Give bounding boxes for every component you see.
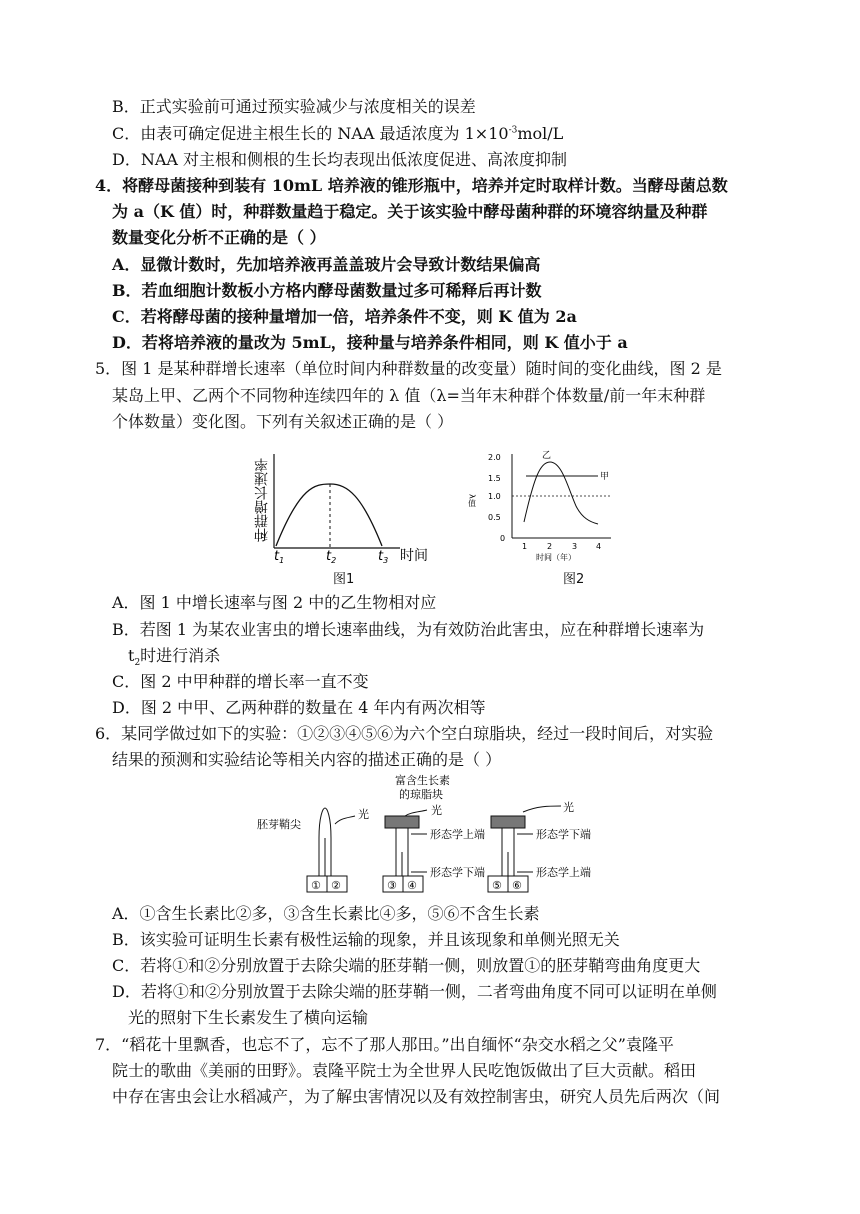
- q5-stem-line-3: 个体数量）变化图。下列有关叙述正确的是（ ）: [112, 412, 454, 431]
- fig2-ytick-1.0: 1.0: [488, 492, 501, 501]
- fig2-xtick-1: 1: [522, 542, 528, 551]
- q4-option-a: A．显微计数时，先加培养液再盖盖玻片会导致计数结果偏高: [112, 255, 541, 274]
- block-label-1: ①: [311, 879, 321, 892]
- q6-option-c: C．若将①和②分别放置于去除尖端的胚芽鞘一侧，则放置①的胚芽鞘弯曲角度更大: [112, 956, 701, 975]
- block-label-5: ⑤: [492, 879, 502, 892]
- fig2-xtick-4: 4: [596, 542, 602, 551]
- fig1-t2-label: $t_2$: [326, 549, 337, 565]
- q4-stem-line-2: 为 a（K 值）时，种群数量趋于稳定。关于该实验中酵母菌种群的环境容纳量及种群: [112, 202, 708, 221]
- figure-1-caption: 图1: [333, 572, 355, 587]
- fig2-ytick-1.5: 1.5: [488, 474, 501, 483]
- label-light-3: 光: [563, 801, 574, 814]
- auxin-experiment-diagram: [255, 772, 615, 898]
- figure-1-growth-rate-curve: [240, 446, 450, 566]
- fig2-label-jia: 甲: [600, 472, 610, 482]
- label-morph-upper-middle: 形态学上端: [430, 828, 485, 841]
- label-auxin-agar-line-2: 的琼脂块: [399, 788, 443, 801]
- fig2-label-yi: 乙: [542, 451, 552, 461]
- q5-stem-line-1: 5．图 1 是某种群增长速率（单位时间内种群数量的改变量）随时间的变化曲线，图 2 是: [95, 359, 722, 378]
- q5-stem-line-2: 某岛上甲、乙两个不同物种连续四年的 λ 值（λ=当年末种群个体数量/前一年末种群: [112, 386, 706, 405]
- q5-option-a: A．图 1 中增长速率与图 2 中的乙生物相对应: [112, 593, 437, 612]
- fig2-ytick-0: 0: [500, 534, 506, 543]
- q5-option-b-line-2: $t_2$时进行消杀: [128, 646, 221, 669]
- fig1-t3-label: $t_3$: [378, 549, 389, 565]
- light-arrow-2: [405, 810, 427, 816]
- q4-option-c: C．若将酵母菌的接种量增加一倍，培养条件不变，则 K 值为 2a: [112, 307, 577, 326]
- auxin-agar-block-middle: [385, 816, 419, 828]
- q6-stem-line-2: 结果的预测和实验结论等相关内容的描述正确的是（ ）: [112, 750, 502, 769]
- light-arrow-1: [335, 816, 355, 824]
- figure-2-caption: 图2: [563, 572, 585, 587]
- label-light-1: 光: [358, 808, 369, 821]
- q3-option-c: C．由表可确定促进主根生长的 NAA 最适浓度为 $1\times 10^{-3}mol/L$: [112, 124, 564, 143]
- label-morph-lower-middle: 形态学下端: [430, 866, 485, 879]
- q6-option-a: A．①含生长素比②多，③含生长素比④多，⑤⑥不含生长素: [112, 904, 540, 923]
- q3-option-b: B．正式实验前可通过预实验减少与浓度相关的误差: [112, 97, 476, 116]
- q4-stem-line-1: 4．将酵母菌接种到装有 10mL 培养液的锥形瓶中，培养并定时取样计数。当酵母菌总数: [95, 176, 728, 195]
- q6-option-b: B．该实验可证明生长素有极性运输的现象，并且该现象和单侧光照无关: [112, 930, 620, 949]
- light-arrow-3: [523, 806, 561, 812]
- fig2-series-yi: [524, 462, 598, 524]
- q7-stem-line-3: 中存在害虫会让水稻减产，为了解虫害情况以及有效控制害虫，研究人员先后两次（间: [112, 1087, 721, 1106]
- label-coleoptile-tip: 胚芽鞘尖: [257, 818, 301, 831]
- block-label-3: ③: [387, 879, 397, 892]
- q7-stem-line-2: 院士的歌曲《美丽的田野》。袁隆平院士为全世界人民吃饱饭做出了巨大贡献。稻田: [112, 1061, 697, 1080]
- fig2-ytick-0.5: 0.5: [488, 513, 501, 522]
- auxin-agar-block-right: [491, 816, 525, 828]
- label-light-2: 光: [431, 804, 442, 817]
- fig2-ytick-2.0: 2.0: [488, 453, 501, 462]
- q4-stem-line-3: 数量变化分析不正确的是（ ）: [112, 228, 326, 247]
- q5-option-b-line-1: B．若图 1 为某农业害虫的增长速率曲线，为有效防治此害虫，应在种群增长速率为: [112, 620, 705, 639]
- fig2-xtick-2: 2: [547, 542, 553, 551]
- fig1-y-label: 种群增长速率: [254, 458, 270, 542]
- q6-option-d-line-1: D．若将①和②分别放置于去除尖端的胚芽鞘一侧，二者弯曲角度不同可以证明在单侧: [112, 982, 717, 1001]
- q4-option-b: B．若血细胞计数板小方格内酵母菌数量过多可稀释后再计数: [112, 281, 542, 300]
- fig2-y-label: λ值: [467, 494, 477, 507]
- q4-option-d: D．若将培养液的量改为 5mL，接种量与培养条件相同，则 K 值小于 a: [112, 333, 628, 352]
- fig1-t1-label: $t_1$: [274, 549, 285, 565]
- fig2-x-label: 时间（年）: [536, 553, 576, 562]
- figure-2-lambda-chart: [467, 448, 626, 566]
- q5-option-c: C．图 2 中甲种群的增长率一直不变: [112, 672, 369, 691]
- q7-stem-line-1: 7．“稻花十里飘香，也忘不了，忘不了那人那田。”出自缅怀“杂交水稻之父”袁隆平: [95, 1035, 674, 1054]
- block-label-6: ⑥: [512, 879, 522, 892]
- q6-option-d-line-2: 光的照射下生长素发生了横向运输: [128, 1008, 369, 1027]
- block-label-4: ④: [407, 879, 417, 892]
- fig2-xtick-3: 3: [572, 542, 578, 551]
- fig1-x-label: 时间: [400, 548, 428, 564]
- q3-option-d: D．NAA 对主根和侧根的生长均表现出低浓度促进、高浓度抑制: [112, 150, 568, 169]
- q5-option-d: D．图 2 中甲、乙两种群的数量在 4 年内有两次相等: [112, 698, 486, 717]
- label-morph-lower-right: 形态学下端: [536, 828, 591, 841]
- block-label-2: ②: [331, 879, 341, 892]
- q6-stem-line-1: 6．某同学做过如下的实验：①②③④⑤⑥为六个空白琼脂块，经过一段时间后，对实验: [95, 724, 714, 743]
- label-morph-upper-right: 形态学上端: [536, 866, 591, 879]
- label-auxin-agar-line-1: 富含生长素: [395, 774, 450, 787]
- fig1-growth-rate-curve: [276, 484, 382, 546]
